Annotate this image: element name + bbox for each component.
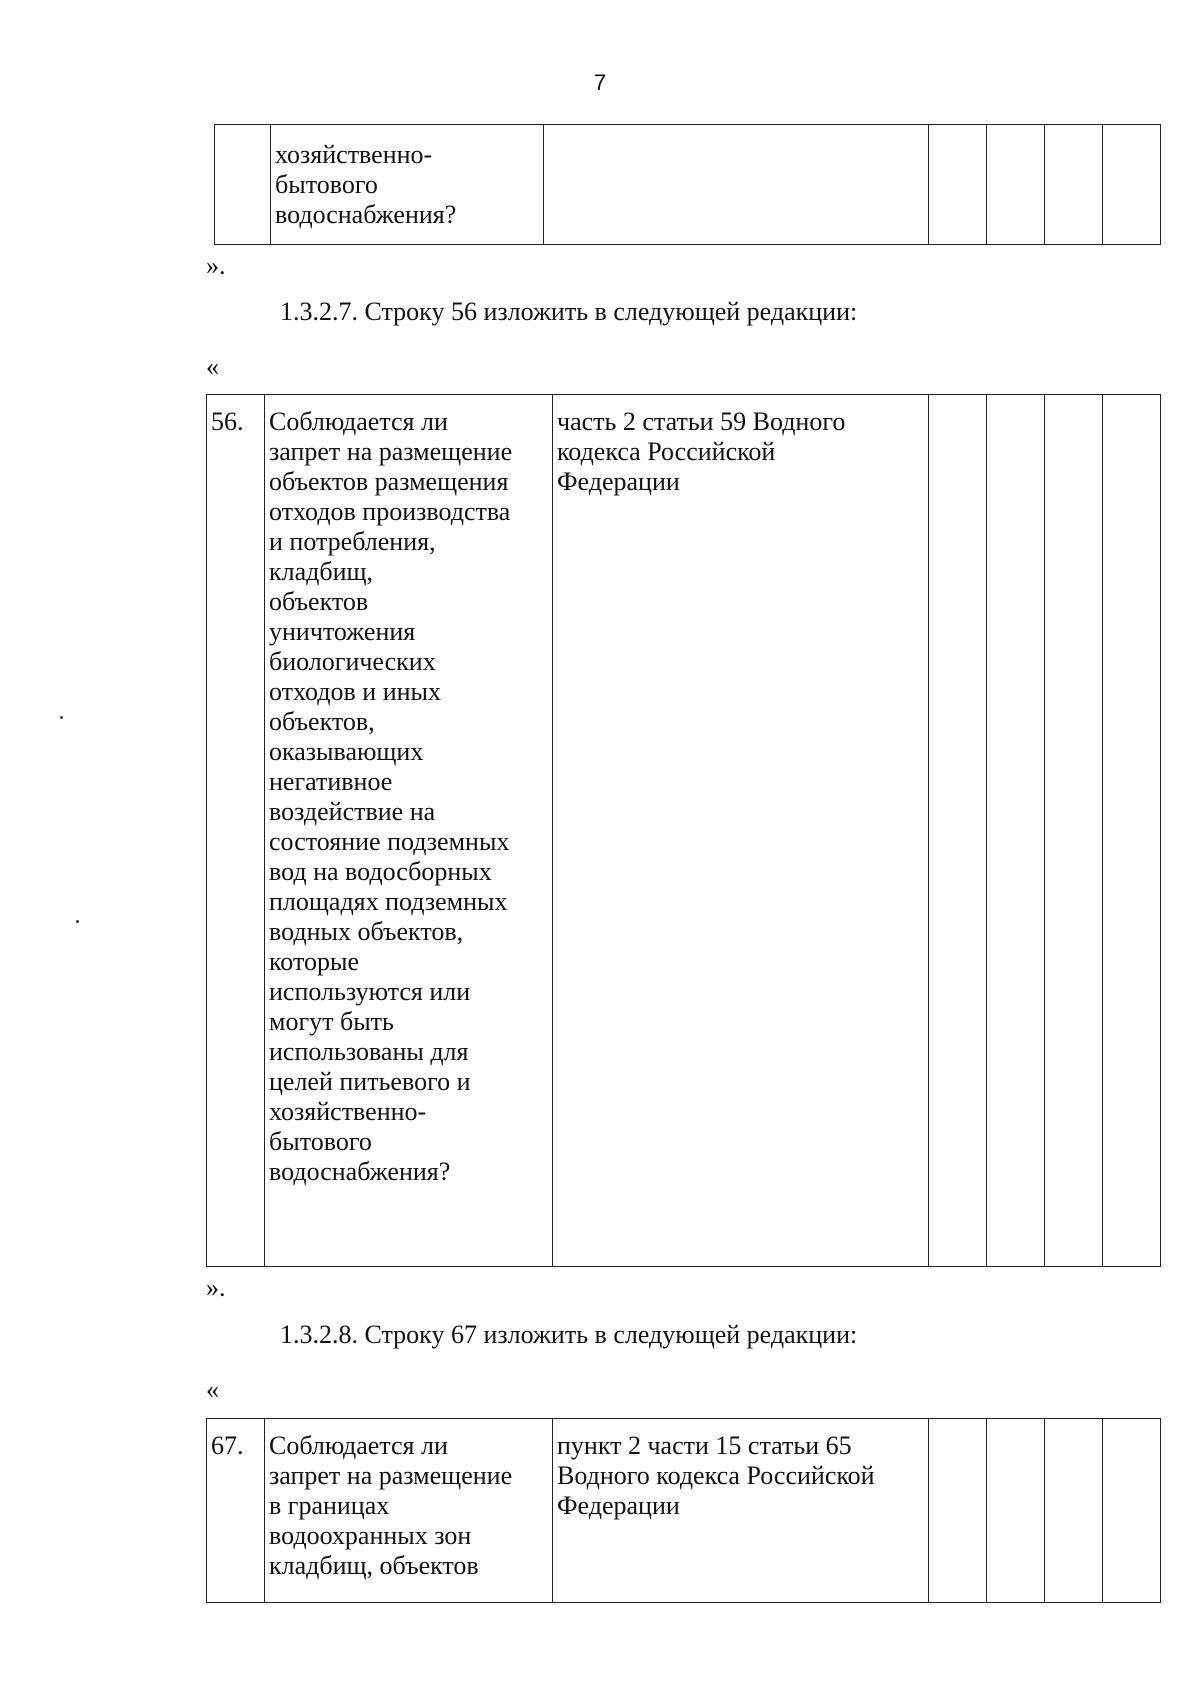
question-line: запрет на размещение [269,437,513,466]
row-number-cell [207,1419,265,1603]
question-line: хозяйственно- [275,140,433,169]
row-number: 67. [211,1431,244,1460]
question-line: Соблюдается ли [269,1431,448,1460]
question-line: бытового [275,170,378,199]
question-line: использованы для [269,1037,469,1066]
question-line: целей питьевого и [269,1067,471,1096]
question-line: объектов [269,587,369,616]
question-line: объектов размещения [269,467,509,496]
opening-quote: « [206,352,219,381]
empty-cell [1103,395,1161,1267]
amendment-paragraph: 1.3.2.8. Строку 67 изложить в следующей редакции: [280,1320,858,1349]
question-line: запрет на размещение [269,1461,513,1490]
table-row [215,125,1161,245]
question-line: кладбищ, [269,557,374,586]
question-line: хозяйственно- [269,1097,427,1126]
empty-cell [987,395,1045,1267]
question-line: биологических [269,647,436,676]
reference-line: кодекса Российской [557,437,776,466]
question-line: воздействие на [269,797,436,826]
question-line: оказывающих [269,737,424,766]
reference-line: пункт 2 части 15 статьи 65 [557,1431,852,1460]
question-cell [271,125,544,245]
question-cell [265,1419,553,1603]
question-line: и потребления, [269,527,436,556]
row-number: 56. [211,407,244,436]
question-line: негативное [269,767,393,796]
question-line: площадях подземных [269,887,508,916]
row-56-table [206,394,1161,1267]
empty-cell [929,125,987,245]
amendment-paragraph: 1.3.2.7. Строку 56 изложить в следующей редакции: [280,297,858,326]
question-line: вод на водосборных [269,857,492,886]
scan-speck [76,920,79,923]
reference-line: Водного кодекса Российской [557,1461,875,1490]
empty-cell [1045,1419,1103,1603]
continued-row-table [214,124,1161,245]
table-row [207,395,1161,1267]
question-line: отходов производства [269,497,511,526]
question-line: водных объектов, [269,917,464,946]
empty-cell [987,1419,1045,1603]
number-cell [215,125,271,245]
reference-cell [553,1419,929,1603]
question-line: уничтожения [269,617,416,646]
reference-cell [553,395,929,1267]
empty-cell [1045,125,1103,245]
table-row [207,1419,1161,1603]
question-line: кладбищ, объектов [269,1551,479,1580]
reference-line: Федерации [557,1491,680,1520]
empty-cell [987,125,1045,245]
row-number-cell [207,395,265,1267]
empty-cell [1045,395,1103,1267]
question-line: в границах [269,1491,390,1520]
question-line: водоснабжения? [269,1157,451,1186]
empty-cell [1103,125,1161,245]
scan-speck [60,716,63,719]
row-67-table [206,1418,1161,1603]
reference-cell [544,125,929,245]
empty-cell [929,395,987,1267]
question-line: используются или [269,977,471,1006]
page-number: 7 [593,70,607,95]
question-line: отходов и иных [269,677,441,706]
empty-cell [1103,1419,1161,1603]
question-line: могут быть [269,1007,394,1036]
closing-quote: ». [206,251,226,280]
empty-cell [929,1419,987,1603]
question-line: Соблюдается ли [269,407,448,436]
reference-line: часть 2 статьи 59 Водного [557,407,846,436]
question-line: бытового [269,1127,372,1156]
opening-quote: « [206,1375,219,1404]
reference-line: Федерации [557,467,680,496]
question-line: которые [269,947,359,976]
question-line: водоохранных зон [269,1521,472,1550]
question-line: объектов, [269,707,375,736]
question-line: водоснабжения? [275,200,457,229]
question-cell [265,395,553,1267]
closing-quote: ». [206,1273,226,1302]
question-line: состояние подземных [269,827,510,856]
